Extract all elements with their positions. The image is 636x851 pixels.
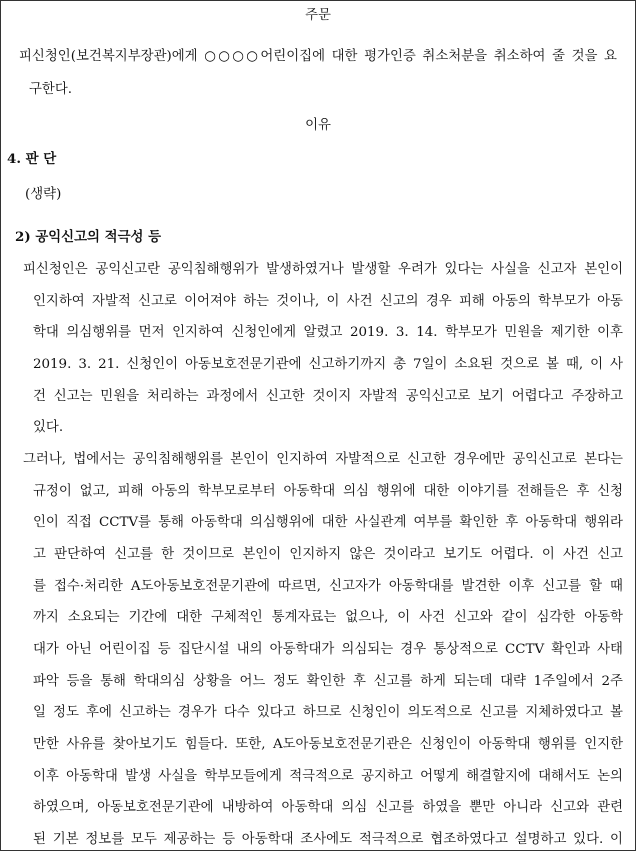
paragraph2-line-13: 된 기본 정보를 모두 제공하는 등 아동학대 조사에도 적극적으로 협조하였다고 설명하고 있다. 이 [33,832,623,847]
paragraph1-line-1: 피신청인은 공익신고란 공익침해행위가 발생하였거나 발생할 우려가 있다는 사실을 신고자 본인이 [23,262,623,277]
paragraph2-line-3: 인이 직접 CCTV를 통해 아동학대 의심행위에 대한 사실관계 여부를 확인한 후 아동학대 행위라 [33,515,623,530]
paragraph1-line-4: 2019. 3. 21. 신청인이 아동보호전문기관에 신고하기까지 총 7일이 소요된 것으로 볼 때, 이 사 [33,357,623,372]
subsection-heading: 2) 공익신고의 적극성 등 [15,229,162,245]
order-text-line-2: 구한다. [29,82,73,97]
section-heading: 4. 판 단 [7,151,57,167]
paragraph2-line-2: 규정이 없고, 피해 아동의 학부모로부터 아동학대 의심 행위에 대한 이야기를 전해들은 후 신청 [33,484,623,499]
reason-heading: 이유 [305,118,331,133]
order-text-line-1: 피신청인(보건복지부장관)에게 ○○○○어린이집에 대한 평가인증 취소처분을 취소하여 줄 것을 요 [19,49,617,64]
paragraph2-line-12: 하였으며, 아동보호전문기관에 내방하여 아동학대 의심 신고를 하였을 뿐만 아니라 신고와 관련 [33,800,623,815]
omitted-note: (생략) [25,187,62,202]
paragraph2-line-8: 파악 등을 통해 학대의심 상황을 어느 정도 확인한 후 신고를 하게 되는데 대략 1주일에서 2주 [33,674,623,689]
paragraph2-line-6: 까지 소요되는 기간에 대한 구체적인 통계자료는 없으나, 이 사건 신고와 같이 심각한 아동학 [33,610,623,625]
paragraph1-line-3: 학대 의심행위를 먼저 인지하여 신청인에게 알렸고 2019. 3. 14. 학부모가 민원을 제기한 이후 [33,325,623,340]
paragraph2-line-7: 대가 아닌 어린이집 등 집단시설 내의 아동학대가 의심되는 경우 통상적으로 CCTV 확인과 사태 [33,642,623,657]
paragraph1-line-5: 건 신고는 민원을 처리하는 과정에서 신고한 것이지 자발적 공익신고로 보기 어렵다고 주장하고 [33,389,623,404]
paragraph2-line-1: 그러나, 법에서는 공익침해행위를 본인이 인지하여 자발적으로 신고한 경우에만 공익신고로 본다는 [23,452,623,467]
paragraph2-line-9: 일 정도 후에 신고하는 경우가 다수 있다고 하므로 신청인이 의도적으로 신고를 지체하였다고 볼 [33,705,623,720]
paragraph1-line-2: 인지하여 자발적 신고로 이어져야 하는 것이나, 이 사건 신고의 경우 피해 아동의 학부모가 아동 [33,294,623,309]
paragraph2-line-4: 고 판단하여 신고를 한 것이므로 본인이 인지하지 않은 것이라고 보기도 어렵다. 이 사건 신고 [33,547,623,562]
paragraph1-line-6: 있다. [33,420,64,435]
paragraph2-line-11: 이후 아동학대 발생 사실을 학부모들에게 적극적으로 공지하고 어떻게 해결할지에 대해서도 논의 [33,769,623,784]
paragraph2-line-10: 만한 사유를 찾아보기도 힘들다. 또한, A도아동보호전문기관은 신청인이 아동학대 행위를 인지한 [33,737,623,752]
order-heading: 주문 [305,8,331,23]
paragraph2-line-5: 를 접수·처리한 A도아동보호전문기관에 따르면, 신고자가 아동학대를 발견한 이후 신고를 할 때 [33,579,623,594]
